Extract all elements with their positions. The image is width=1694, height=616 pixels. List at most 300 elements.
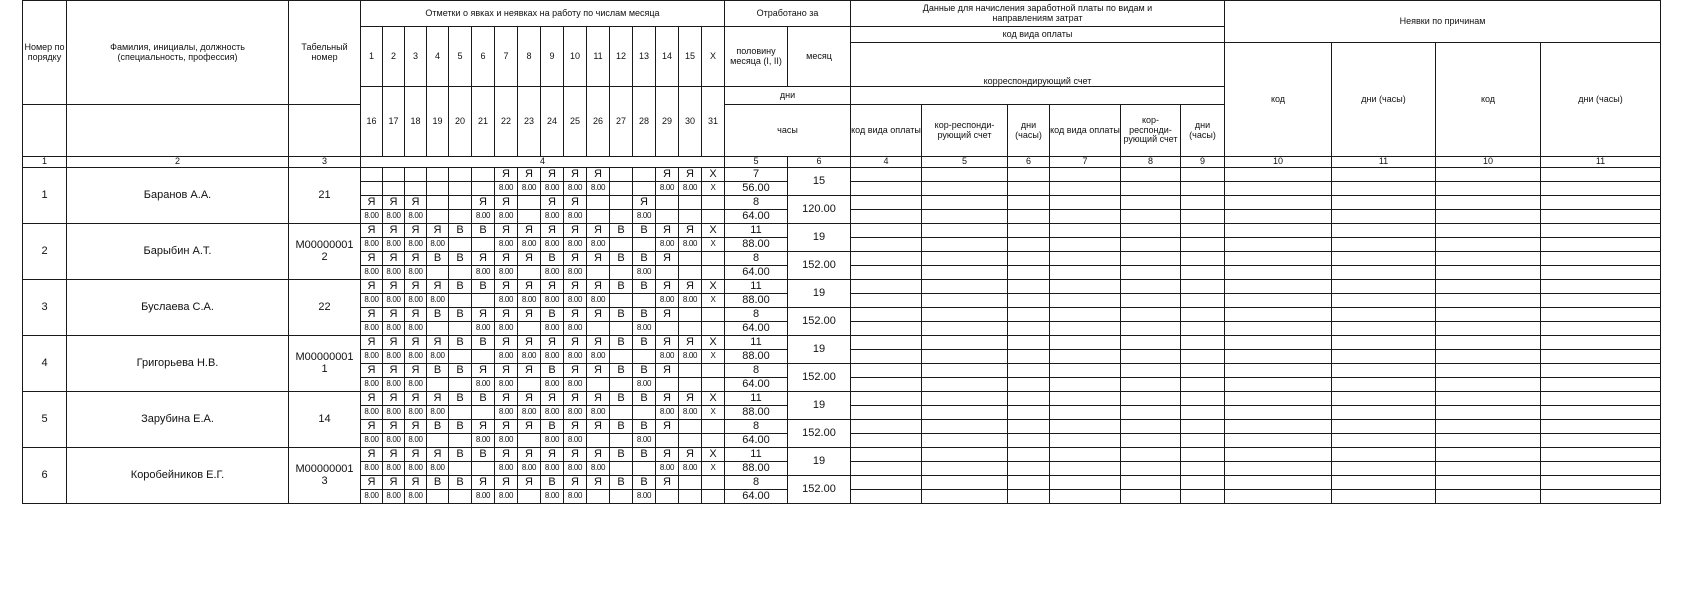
- day-hours: 8.00: [656, 462, 679, 476]
- day-mark: [361, 168, 383, 182]
- day-hours: [449, 322, 472, 336]
- day-hours: 8.00: [564, 182, 587, 196]
- day-hours: 8.00: [564, 350, 587, 364]
- day-mark: Я: [427, 224, 449, 238]
- day-mark: Я: [656, 308, 679, 322]
- day-hours: 8.00: [405, 210, 427, 224]
- empty-cell: [1541, 336, 1661, 350]
- day-mark: Я: [541, 196, 564, 210]
- day-hours: 8.00: [518, 238, 541, 252]
- day-mark: X: [702, 336, 725, 350]
- row-number: 1: [23, 168, 67, 224]
- header-abs-code-2: код: [1436, 43, 1541, 157]
- day-mark: Я: [427, 280, 449, 294]
- day-hours: 8.00: [564, 490, 587, 504]
- empty-cell: [1436, 434, 1541, 448]
- empty-cell: [1225, 182, 1332, 196]
- header-dh-b: дни (часы): [1181, 105, 1225, 157]
- day-mark: Я: [361, 308, 383, 322]
- day-hours: [518, 210, 541, 224]
- empty-cell: [1225, 378, 1332, 392]
- empty-cell: [1541, 238, 1661, 252]
- day-hours: 8.00: [541, 238, 564, 252]
- day-mark: В: [610, 280, 633, 294]
- empty-cell: [1225, 350, 1332, 364]
- day-mark: Я: [405, 448, 427, 462]
- empty-cell: [1008, 350, 1050, 364]
- day-mark: [472, 168, 495, 182]
- empty-cell: [1225, 224, 1332, 238]
- colnum: 7: [1050, 157, 1121, 168]
- day-mark: Я: [361, 476, 383, 490]
- day-27: 27: [610, 87, 633, 157]
- empty-cell: [1225, 420, 1332, 434]
- day-mark: Я: [383, 392, 405, 406]
- day-mark: В: [449, 420, 472, 434]
- empty-cell: [1225, 462, 1332, 476]
- empty-cell: [851, 476, 922, 490]
- day-hours: 8.00: [541, 294, 564, 308]
- month-hours: 152.00: [788, 476, 851, 504]
- empty-cell: [1332, 280, 1436, 294]
- empty-cell: [1181, 182, 1225, 196]
- empty-cell: [1008, 294, 1050, 308]
- empty-cell: [1181, 448, 1225, 462]
- day-mark: Я: [541, 224, 564, 238]
- day-mark: Я: [427, 392, 449, 406]
- day-mark: Я: [472, 308, 495, 322]
- empty-cell: [1008, 266, 1050, 280]
- day-mark: В: [633, 224, 656, 238]
- month-days: 19: [788, 224, 851, 252]
- empty-cell: [1181, 364, 1225, 378]
- day-28: 28: [633, 87, 656, 157]
- day-mark: Я: [564, 420, 587, 434]
- empty-cell: [1121, 280, 1181, 294]
- empty-cell: [851, 182, 922, 196]
- timesheet: [22, 0, 1661, 504]
- half-month-hours: 56.00: [725, 182, 788, 196]
- empty-cell: [1050, 224, 1121, 238]
- day-hours: 8.00: [679, 238, 702, 252]
- day-mark: Я: [633, 196, 656, 210]
- day-mark: Я: [656, 252, 679, 266]
- empty-cell: [1225, 434, 1332, 448]
- day-hours: [610, 266, 633, 280]
- day-mark: [656, 196, 679, 210]
- day-hours: 8.00: [679, 182, 702, 196]
- day-hours: 8.00: [587, 238, 610, 252]
- day-hours: 8.00: [564, 294, 587, 308]
- empty-cell: [1181, 210, 1225, 224]
- empty-cell: [1050, 168, 1121, 182]
- day-hours: [702, 266, 725, 280]
- day-mark: Я: [656, 280, 679, 294]
- empty-cell: [1225, 294, 1332, 308]
- day-mark: В: [541, 308, 564, 322]
- day-hours: 8.00: [587, 182, 610, 196]
- day-mark: В: [610, 224, 633, 238]
- day-hours: [405, 182, 427, 196]
- day-mark: В: [633, 364, 656, 378]
- day-hours: 8.00: [541, 182, 564, 196]
- day-mark: В: [541, 420, 564, 434]
- day-hours: 8.00: [383, 322, 405, 336]
- empty-cell: [1332, 406, 1436, 420]
- day-hours: 8.00: [427, 238, 449, 252]
- day-mark: Я: [518, 224, 541, 238]
- empty-cell: [1541, 280, 1661, 294]
- day-mark: В: [449, 308, 472, 322]
- day-mark: Я: [361, 252, 383, 266]
- empty-cell: [1050, 434, 1121, 448]
- day-hours: [449, 378, 472, 392]
- colnum: 4: [361, 157, 725, 168]
- day-mark: Я: [541, 280, 564, 294]
- day-hours: [610, 462, 633, 476]
- day-mark: В: [472, 392, 495, 406]
- day-hours: [587, 434, 610, 448]
- empty-cell: [1050, 420, 1121, 434]
- day-mark: Я: [472, 476, 495, 490]
- empty-cell: [1050, 378, 1121, 392]
- month-hours: 152.00: [788, 252, 851, 280]
- empty-cell: [1121, 336, 1181, 350]
- empty-cell: [851, 448, 922, 462]
- day-hours: 8.00: [633, 210, 656, 224]
- day-mark: Я: [587, 476, 610, 490]
- day-mark: Я: [405, 364, 427, 378]
- day-mark: Я: [361, 224, 383, 238]
- day-hours: [656, 322, 679, 336]
- day-hours: 8.00: [633, 378, 656, 392]
- empty-cell: [1225, 392, 1332, 406]
- day-mark: Я: [679, 168, 702, 182]
- day-hours: 8.00: [541, 322, 564, 336]
- empty-cell: [1008, 378, 1050, 392]
- empty-cell: [1332, 448, 1436, 462]
- day-hours: [656, 210, 679, 224]
- month-days: 19: [788, 448, 851, 476]
- empty-cell: [1008, 182, 1050, 196]
- day-mark: В: [633, 392, 656, 406]
- day-mark: Я: [405, 476, 427, 490]
- empty-cell: [1181, 168, 1225, 182]
- half-month-days: 7: [725, 168, 788, 182]
- day-mark: Я: [679, 336, 702, 350]
- day-hours: 8.00: [361, 406, 383, 420]
- empty-cell: [1050, 364, 1121, 378]
- empty-cell: [1332, 392, 1436, 406]
- empty-cell: [1181, 238, 1225, 252]
- empty-cell: [922, 434, 1008, 448]
- day-hours: [610, 406, 633, 420]
- day-mark: Я: [405, 224, 427, 238]
- empty-cell: [1436, 420, 1541, 434]
- half-month-hours: 64.00: [725, 378, 788, 392]
- day-mark: В: [449, 224, 472, 238]
- day-hours: 8.00: [383, 266, 405, 280]
- month-hours: 152.00: [788, 364, 851, 392]
- day-mark: В: [610, 448, 633, 462]
- day-hours: [679, 490, 702, 504]
- day-mark: Я: [587, 392, 610, 406]
- empty-cell: [1008, 280, 1050, 294]
- empty-cell: [922, 350, 1008, 364]
- header-name: Фамилия, инициалы, должность (специальность, профессия): [67, 1, 289, 105]
- empty-cell: [1332, 224, 1436, 238]
- day-hours: 8.00: [518, 350, 541, 364]
- empty-cell: [1121, 252, 1181, 266]
- empty-cell: [1332, 350, 1436, 364]
- header-half: половину месяца (I, II): [725, 27, 788, 87]
- day-mark: X: [702, 448, 725, 462]
- empty-cell: [922, 196, 1008, 210]
- day-mark: Я: [518, 252, 541, 266]
- day-hours: 8.00: [383, 490, 405, 504]
- day-hours: 8.00: [656, 406, 679, 420]
- empty-cell: [922, 182, 1008, 196]
- empty-cell: [1008, 364, 1050, 378]
- empty-cell: [1008, 252, 1050, 266]
- empty-cell: [1050, 476, 1121, 490]
- empty-cell: [1541, 182, 1661, 196]
- empty-cell: [1050, 322, 1121, 336]
- day-mark: X: [702, 280, 725, 294]
- day-hours: 8.00: [541, 490, 564, 504]
- day-mark: Я: [679, 280, 702, 294]
- day-hours: [449, 350, 472, 364]
- day-hours: 8.00: [564, 406, 587, 420]
- day-mark: Я: [679, 392, 702, 406]
- colnum: 10: [1225, 157, 1332, 168]
- day-hours: [587, 378, 610, 392]
- day-hours: 8.00: [361, 210, 383, 224]
- month-days: 19: [788, 336, 851, 364]
- day-hours: 8.00: [633, 322, 656, 336]
- table-row: [23, 392, 1661, 406]
- empty-cell: [1541, 364, 1661, 378]
- day-mark: Я: [656, 364, 679, 378]
- day-mark: Я: [405, 252, 427, 266]
- day-hours: 8.00: [541, 350, 564, 364]
- day-hours: [610, 238, 633, 252]
- empty-cell: [1050, 294, 1121, 308]
- day-hours: [610, 350, 633, 364]
- day-mark: [702, 252, 725, 266]
- empty-cell: [1008, 490, 1050, 504]
- day-hours: [610, 490, 633, 504]
- day-hours: 8.00: [361, 490, 383, 504]
- empty-cell: [1181, 420, 1225, 434]
- empty-cell: [1436, 350, 1541, 364]
- header-tab: Табельный номер: [289, 1, 361, 105]
- day-mark: Я: [383, 448, 405, 462]
- colnum: 5: [725, 157, 788, 168]
- day-hours: 8.00: [405, 378, 427, 392]
- day-mark: [427, 168, 449, 182]
- empty-cell: [1541, 476, 1661, 490]
- half-month-hours: 64.00: [725, 490, 788, 504]
- day-mark: Я: [518, 420, 541, 434]
- day-mark: Я: [679, 224, 702, 238]
- day-mark: В: [610, 476, 633, 490]
- empty-cell: [1332, 182, 1436, 196]
- day-hours: [449, 434, 472, 448]
- day-hours: [449, 294, 472, 308]
- colnum: 2: [67, 157, 289, 168]
- empty-cell: [1541, 168, 1661, 182]
- timesheet-table: [22, 0, 1661, 504]
- empty-cell: [1332, 294, 1436, 308]
- empty-cell: [1121, 476, 1181, 490]
- day-mark: Я: [564, 168, 587, 182]
- empty-cell: [1121, 182, 1181, 196]
- header-paycode-b: код вида оплаты: [1050, 105, 1121, 157]
- day-mark: [449, 168, 472, 182]
- day-hours: 8.00: [361, 294, 383, 308]
- empty-cell: [1541, 210, 1661, 224]
- empty-cell: [1225, 252, 1332, 266]
- day-mark: Я: [541, 168, 564, 182]
- empty-cell: [1008, 308, 1050, 322]
- day-13: 13: [633, 27, 656, 87]
- day-hours: [610, 210, 633, 224]
- day-mark: Я: [495, 280, 518, 294]
- day-hours: 8.00: [495, 322, 518, 336]
- day-mark: В: [610, 308, 633, 322]
- empty-cell: [1008, 210, 1050, 224]
- day-mark: В: [633, 448, 656, 462]
- day-hours: [679, 266, 702, 280]
- day-hours: [656, 266, 679, 280]
- day-mark: В: [541, 476, 564, 490]
- day-26: 26: [587, 87, 610, 157]
- day-16: 16: [361, 87, 383, 157]
- empty-cell: [922, 364, 1008, 378]
- empty-cell: [1332, 168, 1436, 182]
- day-mark: В: [633, 308, 656, 322]
- day-hours: 8.00: [383, 294, 405, 308]
- day-mark: Я: [472, 364, 495, 378]
- month-hours: 152.00: [788, 308, 851, 336]
- day-mark: В: [427, 420, 449, 434]
- empty-cell: [851, 308, 922, 322]
- day-hours: [427, 378, 449, 392]
- empty-cell: [1121, 196, 1181, 210]
- empty-cell: [1121, 406, 1181, 420]
- day-7: 7: [495, 27, 518, 87]
- half-month-days: 8: [725, 476, 788, 490]
- empty-cell: [922, 392, 1008, 406]
- day-hours: [449, 266, 472, 280]
- day-mark: Я: [587, 280, 610, 294]
- empty-cell: [1181, 196, 1225, 210]
- empty-cell: [1332, 238, 1436, 252]
- empty-cell: [1121, 462, 1181, 476]
- empty-cell: [1121, 294, 1181, 308]
- day-hours: 8.00: [518, 182, 541, 196]
- empty-cell: [1181, 476, 1225, 490]
- header-days: дни: [725, 87, 851, 105]
- empty-cell: [1332, 322, 1436, 336]
- day-15: 15: [679, 27, 702, 87]
- day-hours: X: [702, 462, 725, 476]
- day-hours: 8.00: [495, 182, 518, 196]
- day-10: 10: [564, 27, 587, 87]
- day-mark: В: [472, 448, 495, 462]
- empty-cell: [922, 294, 1008, 308]
- empty-cell: [851, 252, 922, 266]
- day-hours: [427, 322, 449, 336]
- empty-cell: [1541, 462, 1661, 476]
- day-17: 17: [383, 87, 405, 157]
- half-month-hours: 88.00: [725, 238, 788, 252]
- empty-cell: [1436, 406, 1541, 420]
- empty-cell: [1332, 490, 1436, 504]
- day-mark: В: [449, 336, 472, 350]
- empty-cell: [1541, 308, 1661, 322]
- employee-tab-number: 22: [289, 280, 361, 336]
- empty-cell: [851, 434, 922, 448]
- colnum: 8: [1121, 157, 1181, 168]
- day-mark: [405, 168, 427, 182]
- day-hours: 8.00: [405, 266, 427, 280]
- header-worked: Отработано за: [725, 1, 851, 27]
- day-hours: 8.00: [405, 490, 427, 504]
- empty-cell: [1121, 392, 1181, 406]
- day-hours: X: [702, 294, 725, 308]
- day-mark: Я: [383, 224, 405, 238]
- empty-cell: [1008, 238, 1050, 252]
- half-month-days: 11: [725, 280, 788, 294]
- day-mark: Я: [383, 280, 405, 294]
- day-hours: X: [702, 238, 725, 252]
- empty-cell: [1050, 196, 1121, 210]
- empty-cell: [1436, 462, 1541, 476]
- day-hours: [679, 210, 702, 224]
- day-hours: [518, 266, 541, 280]
- empty-cell: [1050, 336, 1121, 350]
- empty-cell: [922, 210, 1008, 224]
- empty-cell: [922, 490, 1008, 504]
- row-number: 6: [23, 448, 67, 504]
- day-mark: В: [427, 476, 449, 490]
- day-hours: 8.00: [405, 434, 427, 448]
- day-hours: 8.00: [541, 406, 564, 420]
- empty-cell: [851, 406, 922, 420]
- empty-cell: [1121, 308, 1181, 322]
- day-mark: Я: [587, 224, 610, 238]
- day-mark: Я: [564, 392, 587, 406]
- empty-cell: [1436, 224, 1541, 238]
- day-mark: Я: [564, 448, 587, 462]
- empty-cell: [1541, 420, 1661, 434]
- employee-name: Буслаева С.А.: [67, 280, 289, 336]
- day-mark: Я: [564, 476, 587, 490]
- day-31: 31: [702, 87, 725, 157]
- half-month-hours: 88.00: [725, 350, 788, 364]
- empty-cell: [1121, 168, 1181, 182]
- day-mark: Я: [361, 364, 383, 378]
- empty-cell: [1436, 322, 1541, 336]
- day-mark: [679, 364, 702, 378]
- day-mark: Я: [518, 476, 541, 490]
- day-hours: 8.00: [518, 406, 541, 420]
- empty-cell: [1332, 378, 1436, 392]
- day-mark: [702, 364, 725, 378]
- empty-cell: [851, 350, 922, 364]
